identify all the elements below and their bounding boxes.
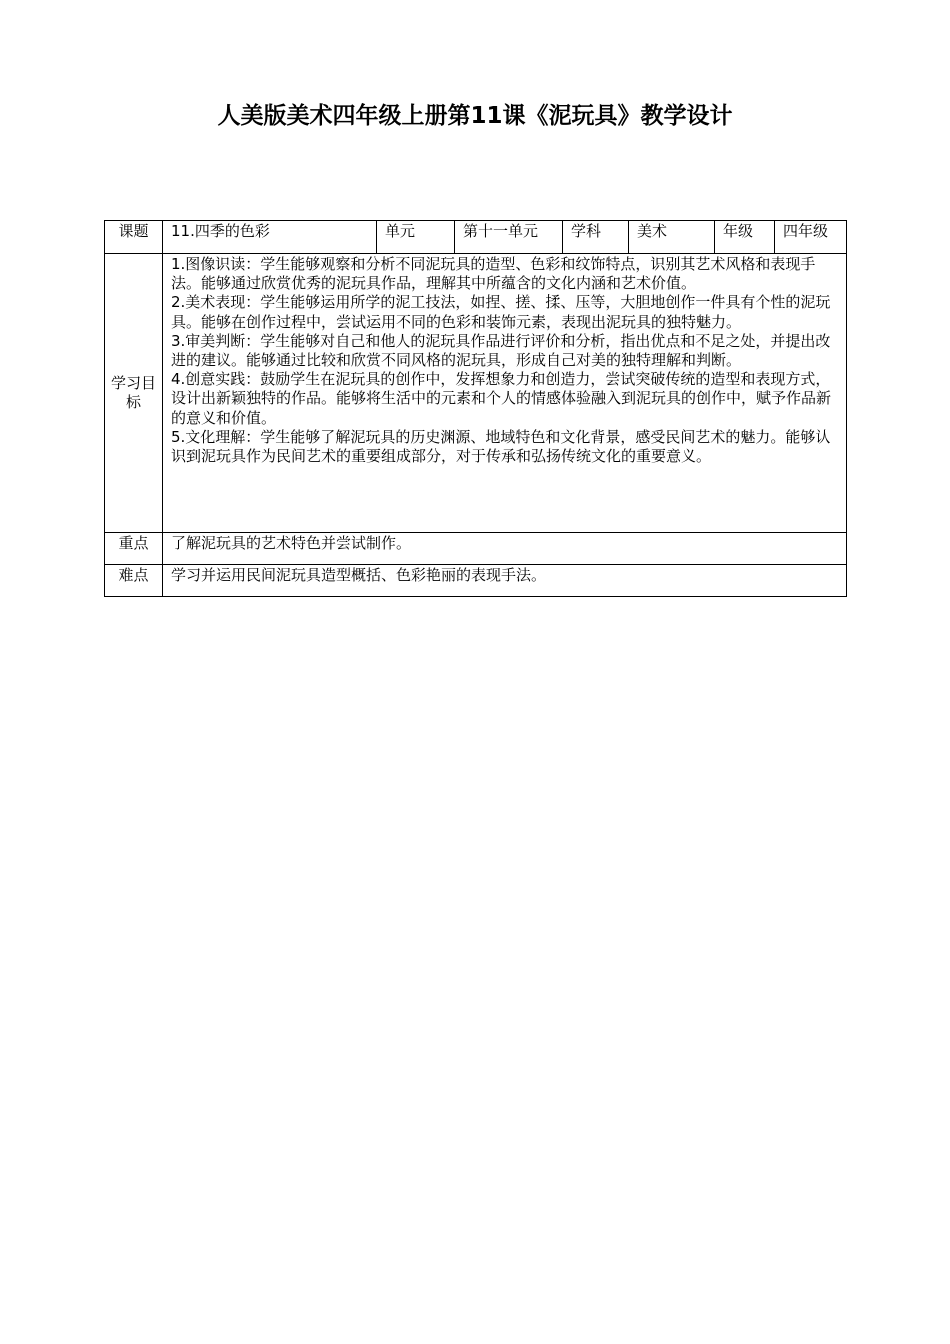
lesson-plan-table bbox=[104, 220, 847, 597]
key-point-value: 了解泥玩具的艺术特色并尝试制作。 bbox=[163, 533, 847, 565]
key-point-row bbox=[105, 533, 847, 565]
topic-label: 课题 bbox=[105, 221, 163, 254]
difficulty-row bbox=[105, 565, 847, 597]
difficulty-value: 学习并运用民间泥玩具造型概括、色彩艳丽的表现手法。 bbox=[163, 565, 847, 597]
goal-item-5: 5.文化理解：学生能够了解泥玩具的历史渊源、地域特色和文化背景，感受民间艺术的魅力。能够认识到泥玩具作为民间艺术的重要组成部分，对于传承和弘扬传统文化的重要意义。 bbox=[171, 427, 831, 466]
key-point-label: 重点 bbox=[105, 533, 163, 565]
grade-value: 四年级 bbox=[775, 221, 847, 254]
grade-label: 年级 bbox=[715, 221, 775, 254]
unit-label: 单元 bbox=[377, 221, 455, 254]
subject-label: 学科 bbox=[563, 221, 629, 254]
unit-value: 第十一单元 bbox=[455, 221, 563, 254]
header-row bbox=[105, 221, 847, 254]
goal-item-3: 3.审美判断：学生能够对自己和他人的泥玩具作品进行评价和分析，指出优点和不足之处，并提出改进的建议。能够通过比较和欣赏不同风格的泥玩具，形成自己对美的独特理解和判断。 bbox=[171, 331, 831, 370]
goals-content bbox=[163, 254, 847, 533]
page-title: 人美版美术四年级上册第11课《泥玩具》教学设计 bbox=[217, 103, 733, 129]
goals-label: 学习目标 bbox=[105, 254, 163, 533]
goal-item-4: 4.创意实践：鼓励学生在泥玩具的创作中，发挥想象力和创造力，尝试突破传统的造型和表现方式，设计出新颖独特的作品。能够将生活中的元素和个人的情感体验融入到泥玩具的创作中，赋予作品新的意义和价值。 bbox=[171, 370, 832, 427]
goal-item-2: 2.美术表现：学生能够运用所学的泥工技法，如捏、搓、揉、压等，大胆地创作一件具有个性的泥玩具。能够在创作过程中，尝试运用不同的色彩和装饰元素，表现出泥玩具的独特魅力。 bbox=[171, 293, 831, 331]
difficulty-label: 难点 bbox=[105, 565, 163, 597]
goal-item-1: 1.图像识读：学生能够观察和分析不同泥玩具的造型、色彩和纹饰特点，识别其艺术风格和表现手法。能够通过欣赏优秀的泥玩具作品，理解其中所蕴含的文化内涵和艺术价值。 bbox=[171, 255, 816, 293]
topic-value: 11.四季的色彩 bbox=[163, 221, 377, 254]
goals-row bbox=[105, 254, 847, 533]
subject-value: 美术 bbox=[629, 221, 715, 254]
